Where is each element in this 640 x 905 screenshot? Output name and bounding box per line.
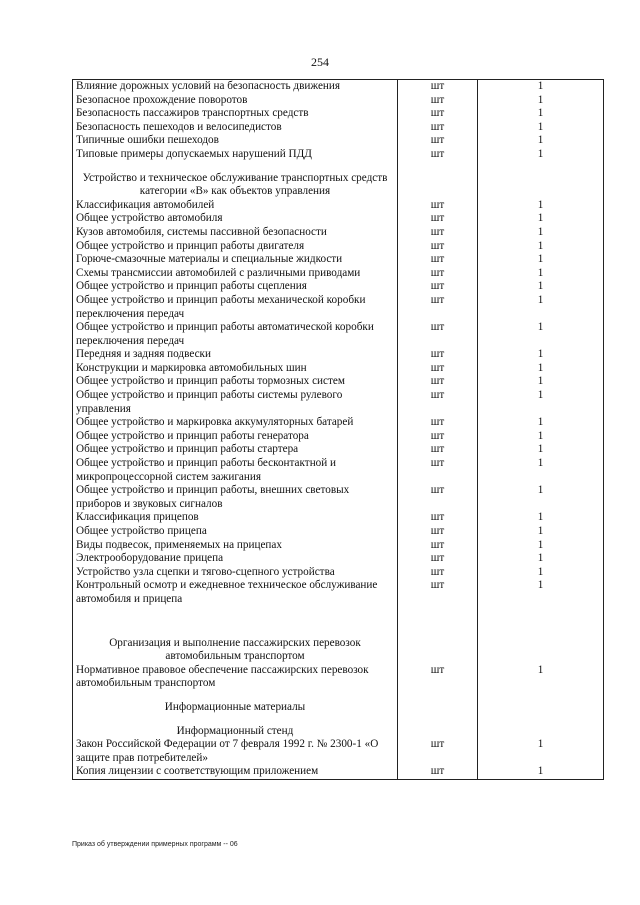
table-row	[73, 107, 604, 121]
item-quantity: 1	[478, 765, 604, 779]
section-qty-cell	[478, 607, 604, 664]
table-row	[73, 430, 604, 444]
section-unit-cell	[398, 607, 478, 664]
table-row	[73, 348, 604, 362]
table-row	[73, 94, 604, 108]
section-qty-cell	[478, 162, 604, 199]
item-name: Общее устройство и маркировка аккумуляторных батарей	[73, 416, 398, 430]
table-row	[73, 765, 604, 779]
table-row	[73, 443, 604, 457]
equipment-table-body	[73, 80, 604, 780]
item-name: Устройство узла сцепки и тягово-сцепного устройства	[73, 566, 398, 580]
table-row	[73, 240, 604, 254]
item-unit: шт	[398, 457, 478, 484]
item-quantity: 1	[478, 267, 604, 281]
section-header-row	[73, 607, 604, 664]
item-quantity: 1	[478, 738, 604, 765]
item-name: Нормативное правовое обеспечение пассажирских перевозок автомобильным транспортом	[73, 664, 398, 691]
item-unit: шт	[398, 80, 478, 94]
item-name: Контрольный осмотр и ежедневное техническое обслуживание автомобиля и прицепа	[73, 579, 398, 606]
item-unit: шт	[398, 430, 478, 444]
item-quantity: 1	[478, 457, 604, 484]
item-name: Классификация автомобилей	[73, 199, 398, 213]
item-quantity: 1	[478, 484, 604, 511]
item-unit: шт	[398, 226, 478, 240]
item-unit: шт	[398, 253, 478, 267]
section-title: Организация и выполнение пассажирских перевозок автомобильным транспортом	[73, 607, 398, 664]
page-number: 254	[311, 55, 329, 69]
page-footer: Приказ об утверждении примерных программ -- 06	[72, 841, 238, 848]
item-quantity: 1	[478, 253, 604, 267]
item-unit: шт	[398, 148, 478, 162]
item-quantity: 1	[478, 240, 604, 254]
item-unit: шт	[398, 94, 478, 108]
item-name: Закон Российской Федерации от 7 февраля 1992 г. № 2300-1 «О защите прав потребителей»	[73, 738, 398, 765]
table-row	[73, 267, 604, 281]
item-unit: шт	[398, 107, 478, 121]
table-row	[73, 579, 604, 606]
item-unit: шт	[398, 765, 478, 779]
item-unit: шт	[398, 484, 478, 511]
item-name: Общее устройство и принцип работы, внешних световых приборов и звуковых сигналов	[73, 484, 398, 511]
table-row	[73, 484, 604, 511]
section-unit-cell	[398, 715, 478, 739]
item-unit: шт	[398, 552, 478, 566]
section-header-row	[73, 691, 604, 715]
item-name: Общее устройство и принцип работы сцепления	[73, 280, 398, 294]
item-unit: шт	[398, 267, 478, 281]
section-unit-cell	[398, 162, 478, 199]
item-unit: шт	[398, 539, 478, 553]
item-name: Передняя и задняя подвески	[73, 348, 398, 362]
table-row	[73, 321, 604, 348]
item-name: Электрооборудование прицепа	[73, 552, 398, 566]
table-row	[73, 253, 604, 267]
item-unit: шт	[398, 664, 478, 691]
item-name: Копия лицензии с соответствующим приложением	[73, 765, 398, 779]
section-header-row	[73, 162, 604, 199]
item-name: Общее устройство и принцип работы механической коробки переключения передач	[73, 294, 398, 321]
table-row	[73, 525, 604, 539]
item-quantity: 1	[478, 148, 604, 162]
table-row	[73, 389, 604, 416]
item-name: Кузов автомобиля, системы пассивной безопасности	[73, 226, 398, 240]
table-row	[73, 121, 604, 135]
table-row	[73, 80, 604, 94]
table-row	[73, 664, 604, 691]
item-name: Общее устройство и принцип работы автоматической коробки переключения передач	[73, 321, 398, 348]
item-name: Безопасное прохождение поворотов	[73, 94, 398, 108]
item-quantity: 1	[478, 443, 604, 457]
item-quantity: 1	[478, 348, 604, 362]
item-quantity: 1	[478, 664, 604, 691]
item-unit: шт	[398, 579, 478, 606]
item-unit: шт	[398, 212, 478, 226]
section-qty-cell	[478, 715, 604, 739]
item-name: Безопасность пешеходов и велосипедистов	[73, 121, 398, 135]
item-quantity: 1	[478, 566, 604, 580]
table-row	[73, 539, 604, 553]
item-name: Типовые примеры допускаемых нарушений ПДД	[73, 148, 398, 162]
table-row	[73, 212, 604, 226]
item-unit: шт	[398, 511, 478, 525]
table-row	[73, 294, 604, 321]
item-quantity: 1	[478, 226, 604, 240]
table-row	[73, 134, 604, 148]
item-unit: шт	[398, 199, 478, 213]
item-name: Виды подвесок, применяемых на прицепах	[73, 539, 398, 553]
item-unit: шт	[398, 416, 478, 430]
item-quantity: 1	[478, 416, 604, 430]
table-row	[73, 738, 604, 765]
item-unit: шт	[398, 321, 478, 348]
item-quantity: 1	[478, 94, 604, 108]
item-quantity: 1	[478, 294, 604, 321]
table-row	[73, 375, 604, 389]
item-quantity: 1	[478, 525, 604, 539]
item-name: Общее устройство и принцип работы стартера	[73, 443, 398, 457]
item-unit: шт	[398, 294, 478, 321]
item-unit: шт	[398, 738, 478, 765]
section-header-row	[73, 715, 604, 739]
item-unit: шт	[398, 240, 478, 254]
table-row	[73, 362, 604, 376]
item-unit: шт	[398, 121, 478, 135]
item-name: Общее устройство и принцип работы системы рулевого управления	[73, 389, 398, 416]
table-row	[73, 511, 604, 525]
item-quantity: 1	[478, 212, 604, 226]
item-name: Общее устройство и принцип работы двигателя	[73, 240, 398, 254]
item-unit: шт	[398, 566, 478, 580]
item-quantity: 1	[478, 199, 604, 213]
item-name: Схемы трансмиссии автомобилей с различными приводами	[73, 267, 398, 281]
item-quantity: 1	[478, 539, 604, 553]
item-quantity: 1	[478, 430, 604, 444]
section-title: Информационные материалы	[73, 691, 398, 715]
table-row	[73, 416, 604, 430]
item-unit: шт	[398, 375, 478, 389]
item-name: Общее устройство и принцип работы бесконтактной и микропроцессорной систем зажигания	[73, 457, 398, 484]
item-name: Типичные ошибки пешеходов	[73, 134, 398, 148]
item-quantity: 1	[478, 579, 604, 606]
item-name: Влияние дорожных условий на безопасность движения	[73, 80, 398, 94]
item-unit: шт	[398, 348, 478, 362]
item-quantity: 1	[478, 107, 604, 121]
item-name: Общее устройство и принцип работы тормозных систем	[73, 375, 398, 389]
item-name: Безопасность пассажиров транспортных средств	[73, 107, 398, 121]
item-quantity: 1	[478, 280, 604, 294]
item-quantity: 1	[478, 134, 604, 148]
table-row	[73, 552, 604, 566]
item-quantity: 1	[478, 511, 604, 525]
item-quantity: 1	[478, 321, 604, 348]
item-name: Классификация прицепов	[73, 511, 398, 525]
section-title: Устройство и техническое обслуживание транспортных средств категории «В» как объектов управления	[73, 162, 398, 199]
table-row	[73, 199, 604, 213]
item-unit: шт	[398, 362, 478, 376]
item-name: Горюче-смазочные материалы и специальные жидкости	[73, 253, 398, 267]
section-title: Информационный стенд	[73, 715, 398, 739]
item-unit: шт	[398, 134, 478, 148]
item-quantity: 1	[478, 121, 604, 135]
item-name: Общее устройство и принцип работы генератора	[73, 430, 398, 444]
section-unit-cell	[398, 691, 478, 715]
section-qty-cell	[478, 691, 604, 715]
table-row	[73, 566, 604, 580]
item-quantity: 1	[478, 80, 604, 94]
item-unit: шт	[398, 389, 478, 416]
table-row	[73, 148, 604, 162]
table-row	[73, 226, 604, 240]
item-quantity: 1	[478, 389, 604, 416]
item-quantity: 1	[478, 362, 604, 376]
item-name: Общее устройство автомобиля	[73, 212, 398, 226]
table-row	[73, 457, 604, 484]
item-quantity: 1	[478, 375, 604, 389]
item-name: Конструкции и маркировка автомобильных шин	[73, 362, 398, 376]
item-quantity: 1	[478, 552, 604, 566]
item-name: Общее устройство прицепа	[73, 525, 398, 539]
equipment-table	[72, 79, 604, 780]
table-row	[73, 280, 604, 294]
item-unit: шт	[398, 443, 478, 457]
item-unit: шт	[398, 280, 478, 294]
item-unit: шт	[398, 525, 478, 539]
